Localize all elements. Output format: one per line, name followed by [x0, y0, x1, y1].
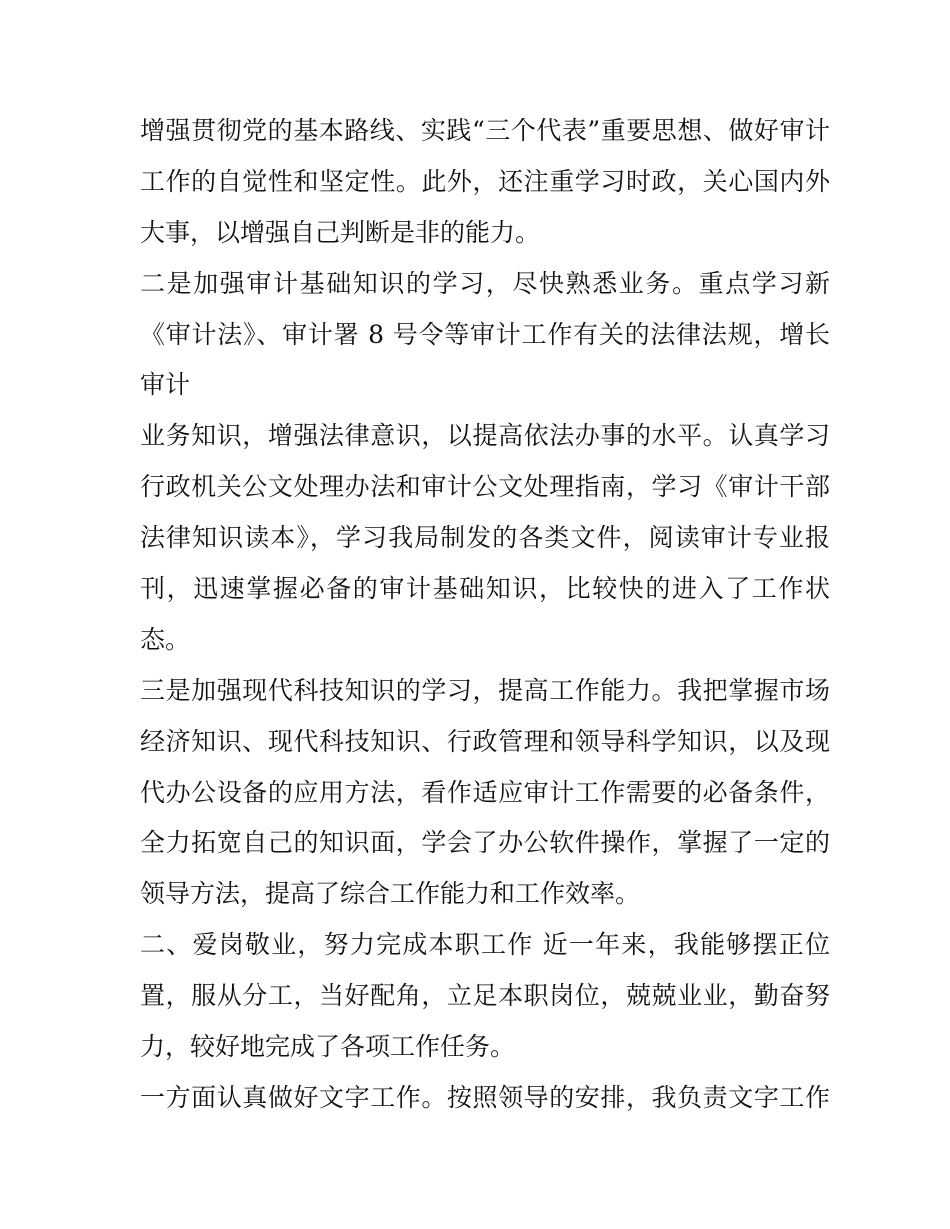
text-line-14: 代办公设备的应用方法，看作适应审计工作需要的必备条件， [140, 777, 830, 807]
text-line-17: 二、爱岗敬业，努力完成本职工作 近一年来，我能够摆正位 [140, 930, 830, 960]
text-line-4: 二是加强审计基础知识的学习，尽快熟悉业务。重点学习新 [140, 268, 830, 298]
text-line-16: 领导方法，提高了综合工作能力和工作效率。 [140, 879, 641, 909]
text-line-1: 增强贯彻党的基本路线、实践“三个代表”重要思想、做好审计 [140, 116, 830, 145]
text-line-19: 力，较好地完成了各项工作任务。 [140, 1032, 516, 1062]
text-line-20: 一方面认真做好文字工作。按照领导的安排，我负责文字工作 [140, 1082, 830, 1112]
text-line-9: 法律知识读本》，学习我局制发的各类文件，阅读审计专业报 [140, 523, 830, 553]
text-line-10: 刊，迅速掌握必备的审计基础知识，比较快的进入了工作状 [140, 574, 830, 604]
text-line-13: 经济知识、现代科技知识、行政管理和领导科学知识，以及现 [140, 726, 830, 756]
text-line-8: 行政机关公文处理办法和审计公文处理指南，学习《审计干部 [140, 472, 830, 502]
text-line-18: 置，服从分工，当好配角，立足本职岗位，兢兢业业，勤奋努 [140, 981, 830, 1011]
text-line-11: 态。 [140, 624, 191, 654]
text-line-3: 大事，以增强自己判断是非的能力。 [140, 217, 541, 247]
text-line-7: 业务知识，增强法律意识，以提高依法办事的水平。认真学习 [140, 421, 830, 451]
text-line-6: 审计 [140, 370, 191, 400]
document-body [140, 106, 830, 1124]
text-line-2: 工作的自觉性和坚定性。此外，还注重学习时政，关心国内外 [140, 166, 830, 196]
text-line-15: 全力拓宽自己的知识面，学会了办公软件操作，掌握了一定的 [140, 828, 830, 858]
text-line-5: 《审计法》、审计署 8 号令等审计工作有关的法律法规，增长 [140, 319, 830, 349]
text-line-12: 三是加强现代科技知识的学习，提高工作能力。我把掌握市场 [140, 675, 830, 705]
